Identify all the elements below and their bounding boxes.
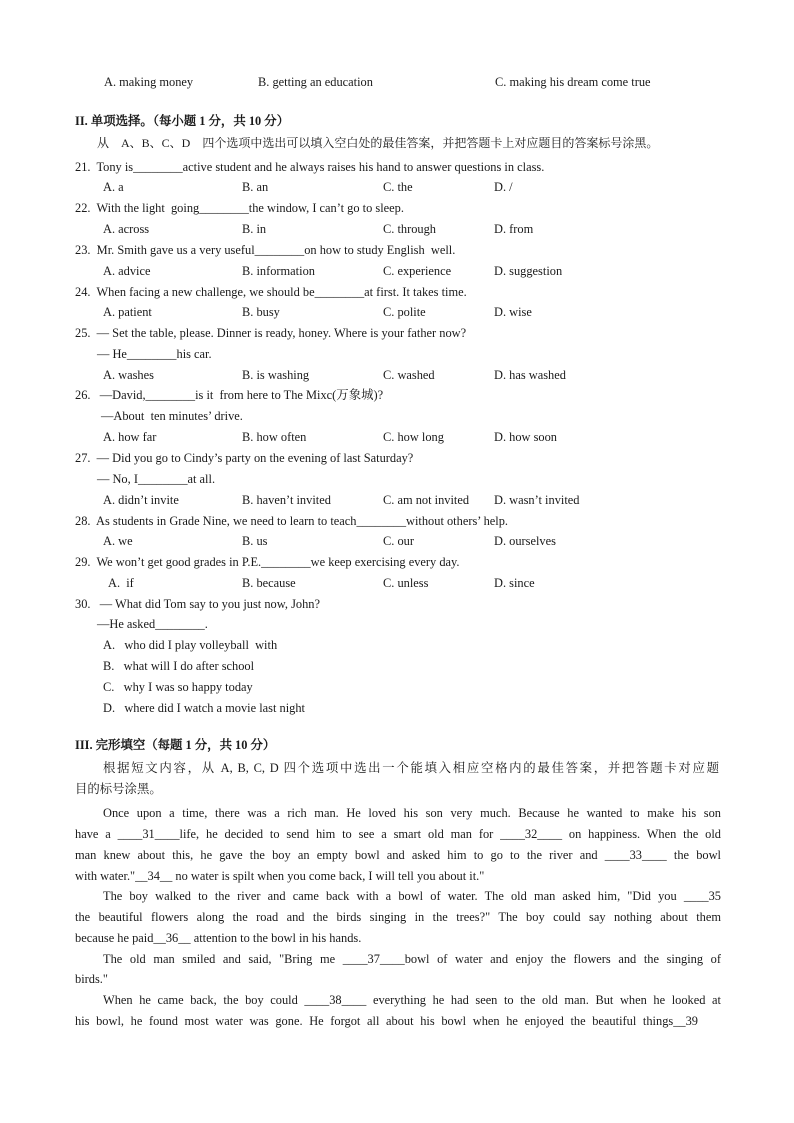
question-30-option-c: C. why I was so happy today bbox=[103, 680, 253, 694]
question-30-stem-reply: —He asked________. bbox=[97, 617, 208, 631]
passage-line: have a ____31____life, he decided to send him to see a smart old man for ____32____ on happiness. When the old bbox=[75, 827, 721, 841]
question-25-option-c: C. washed bbox=[383, 368, 435, 382]
question-29-option-c: C. unless bbox=[383, 576, 429, 590]
passage-line: The old man smiled and said, "Bring me ____37____bowl of water and enjoy the flowers and the singing of bbox=[103, 952, 721, 966]
question-28-option-b: B. us bbox=[242, 534, 268, 548]
question-29-stem: 29. We won’t get good grades in P.E.________we keep exercising every day. bbox=[75, 555, 460, 569]
question-27-option-c: C. am not invited bbox=[383, 493, 470, 507]
passage-line: birds." bbox=[75, 972, 108, 986]
question-28-option-d: D. ourselves bbox=[494, 534, 556, 548]
question-26-stem-reply: —About ten minutes’ drive. bbox=[101, 409, 243, 423]
question-29-option-d: D. since bbox=[494, 576, 535, 590]
question-26-option-a: A. how far bbox=[103, 430, 157, 444]
question-21-option-b: B. an bbox=[242, 180, 269, 194]
question-27-option-d: D. wasn’t invited bbox=[494, 493, 580, 507]
question-23-option-d: D. suggestion bbox=[494, 264, 563, 278]
question-24-option-c: C. polite bbox=[383, 305, 426, 319]
prev-option-a: A. making money bbox=[104, 75, 194, 89]
passage-line: the beautiful flowers along the road and the birds singing in the trees?" The boy could say nothing about them bbox=[75, 910, 721, 924]
question-22-stem: 22. With the light going________the window, I can’t go to sleep. bbox=[75, 201, 404, 215]
question-25-stem-reply: — He________his car. bbox=[97, 347, 212, 361]
question-26-option-c: C. how long bbox=[383, 430, 444, 444]
passage-line: his bowl, he found most water was gone. He forgot all about his bowl when he enjoyed the beautiful things__39 bbox=[75, 1014, 698, 1028]
question-27-option-b: B. haven’t invited bbox=[242, 493, 331, 507]
question-26-option-d: D. how soon bbox=[494, 430, 557, 444]
question-22-option-d: D. from bbox=[494, 222, 534, 236]
question-30-stem: 30. — What did Tom say to you just now, John? bbox=[75, 597, 320, 611]
question-25-option-b: B. is washing bbox=[242, 368, 310, 382]
passage-line: with water."__34__ no water is spilt when you come back, I will tell you about it." bbox=[75, 869, 485, 883]
question-25-option-a: A. washes bbox=[103, 368, 154, 382]
passage-line: When he came back, the boy could ____38____ everything he had seen to the old man. But when he looked at bbox=[103, 993, 721, 1007]
question-22-option-a: A. across bbox=[103, 222, 150, 236]
question-24-stem: 24. When facing a new challenge, we should be________at first. It takes time. bbox=[75, 285, 467, 299]
section3-instruction-line-1: 根据短文内容，从 A, B, C, D 四个选项中选出一个能填入相应空格内的最佳答案，并把答题卡对应题 bbox=[103, 761, 719, 775]
question-27-stem: 27. — Did you go to Cindy’s party on the evening of last Saturday? bbox=[75, 451, 414, 465]
question-30-option-d: D. where did I watch a movie last night bbox=[103, 701, 305, 715]
question-26-option-b: B. how often bbox=[242, 430, 307, 444]
question-23-option-c: C. experience bbox=[383, 264, 452, 278]
question-22-option-c: C. through bbox=[383, 222, 437, 236]
question-30-option-b: B. what will I do after school bbox=[103, 659, 255, 673]
question-28-option-c: C. our bbox=[383, 534, 414, 548]
section3-heading: III. 完形填空（每题 1 分，共 10 分） bbox=[75, 738, 276, 752]
prev-option-b: B. getting an education bbox=[258, 75, 373, 89]
question-26-stem: 26. —David,________is it from here to The Mixc(万象城)? bbox=[75, 388, 384, 402]
section2-instruction: 从 A、B、C、D 四个选项中选出可以填入空白处的最佳答案，并把答题卡上对应题目的答案标号涂黑。 bbox=[97, 136, 659, 150]
question-23-option-a: A. advice bbox=[103, 264, 151, 278]
question-25-stem: 25. — Set the table, please. Dinner is ready, honey. Where is your father now? bbox=[75, 326, 467, 340]
question-24-option-a: A. patient bbox=[103, 305, 152, 319]
question-21-option-c: C. the bbox=[383, 180, 413, 194]
passage-line: Once upon a time, there was a rich man. He loved his son very much. Because he wanted to make his son bbox=[103, 806, 721, 820]
question-22-option-b: B. in bbox=[242, 222, 267, 236]
question-29-option-a: A. if bbox=[108, 576, 134, 590]
passage-line: The boy walked to the river and came back with a bowl of water. The old man asked him, "Did you ____35 bbox=[103, 889, 721, 903]
question-21-option-a: A. a bbox=[103, 180, 124, 194]
question-24-option-d: D. wise bbox=[494, 305, 532, 319]
question-23-option-b: B. information bbox=[242, 264, 315, 278]
question-28-option-a: A. we bbox=[103, 534, 133, 548]
passage-line: because he paid__36__ attention to the bowl in his hands. bbox=[75, 931, 362, 945]
question-23-stem: 23. Mr. Smith gave us a very useful________on how to study English well. bbox=[75, 243, 456, 257]
section2-heading: II. 单项选择。（每小题 1 分，共 10 分） bbox=[75, 114, 290, 128]
question-24-option-b: B. busy bbox=[242, 305, 280, 319]
section3-instruction-line-2: 目的标号涂黑。 bbox=[75, 782, 162, 796]
question-21-option-d: D. / bbox=[494, 180, 513, 194]
question-27-stem-reply: — No, I________at all. bbox=[97, 472, 216, 486]
question-30-option-a: A. who did I play volleyball with bbox=[103, 638, 278, 652]
question-25-option-d: D. has washed bbox=[494, 368, 566, 382]
question-28-stem: 28. As students in Grade Nine, we need to learn to teach________without others’ help. bbox=[75, 514, 508, 528]
question-27-option-a: A. didn’t invite bbox=[103, 493, 179, 507]
prev-option-c: C. making his dream come true bbox=[495, 75, 651, 89]
question-21-stem: 21. Tony is________active student and he always raises his hand to answer questions in class. bbox=[75, 160, 545, 174]
passage-line: man knew about this, he gave the boy an empty bowl and asked him to go to the river and ____33____ the bowl bbox=[75, 848, 721, 862]
question-29-option-b: B. because bbox=[242, 576, 296, 590]
